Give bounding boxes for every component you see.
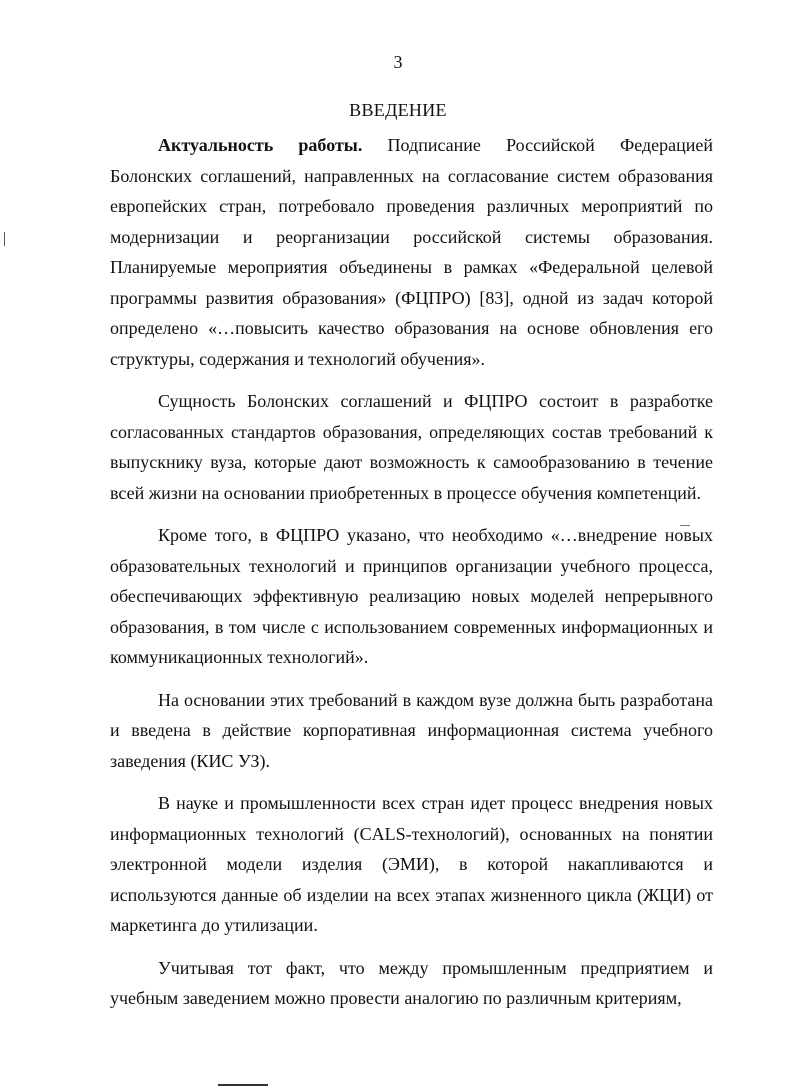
scan-bottom-mark xyxy=(218,1084,268,1090)
paragraph-lead: Актуальность работы. xyxy=(158,135,363,155)
scan-margin-mark xyxy=(4,232,5,246)
paragraph-cals: В науке и промышленности всех стран идет процесс внедрения новых информационных технологий (CALS-технологий), основанных на понятии электронной модели изделия (ЭМИ), в которой накапливаются и используются данные об изделии на всех этапах жизненного цикла (ЖЦИ) от маркетинга до утилизации. xyxy=(110,793,713,935)
paragraph-relevance xyxy=(110,130,713,374)
section-heading: ВВЕДЕНИЕ xyxy=(349,100,447,120)
paragraph-fcpro: Кроме того, в ФЦПРО указано, что необходимо «…внедрение новых образовательных технологий и принципов организации учебного процесса, обеспечивающих эффективную реализацию новых моделей непрерывного образования, в том числе с использованием современных информационных и коммуникационных технологий». xyxy=(110,525,713,667)
page-number: 3 xyxy=(393,52,403,72)
paragraph-kis: На основании этих требований в каждом вузе должна быть разработана и введена в действие корпоративная информационная система учебного заведения (КИС УЗ). xyxy=(110,689,713,771)
paragraph-analogy: Учитывая тот факт, что между промышленным предприятием и учебным заведением можно провести аналогию по различным критериям, xyxy=(110,957,713,1008)
paragraph-bologna: Сущность Болонских соглашений и ФЦПРО состоит в разработке согласованных стандартов образования, определяющих состав требований к выпускнику вуза, которые дают возможность к самообразованию в течение всей жизни на основании приобретенных в процессе обучения компетенций. xyxy=(110,391,713,503)
paragraph-text: Подписание Российской Федерацией Болонских соглашений, направленных на согласование систем образования европейских стран, потребовало проведения различных мероприятий по модернизации и реорганизации российской системы образования. Планируемые мероприятия объединены в рамках «Федеральной целевой программы развития образования» (ФЦПРО) [83], одной из задач которой определено «…повысить качество образования на основе обновления его структуры, содержания и технологий обучения». xyxy=(110,135,713,369)
body-text xyxy=(110,130,713,1014)
